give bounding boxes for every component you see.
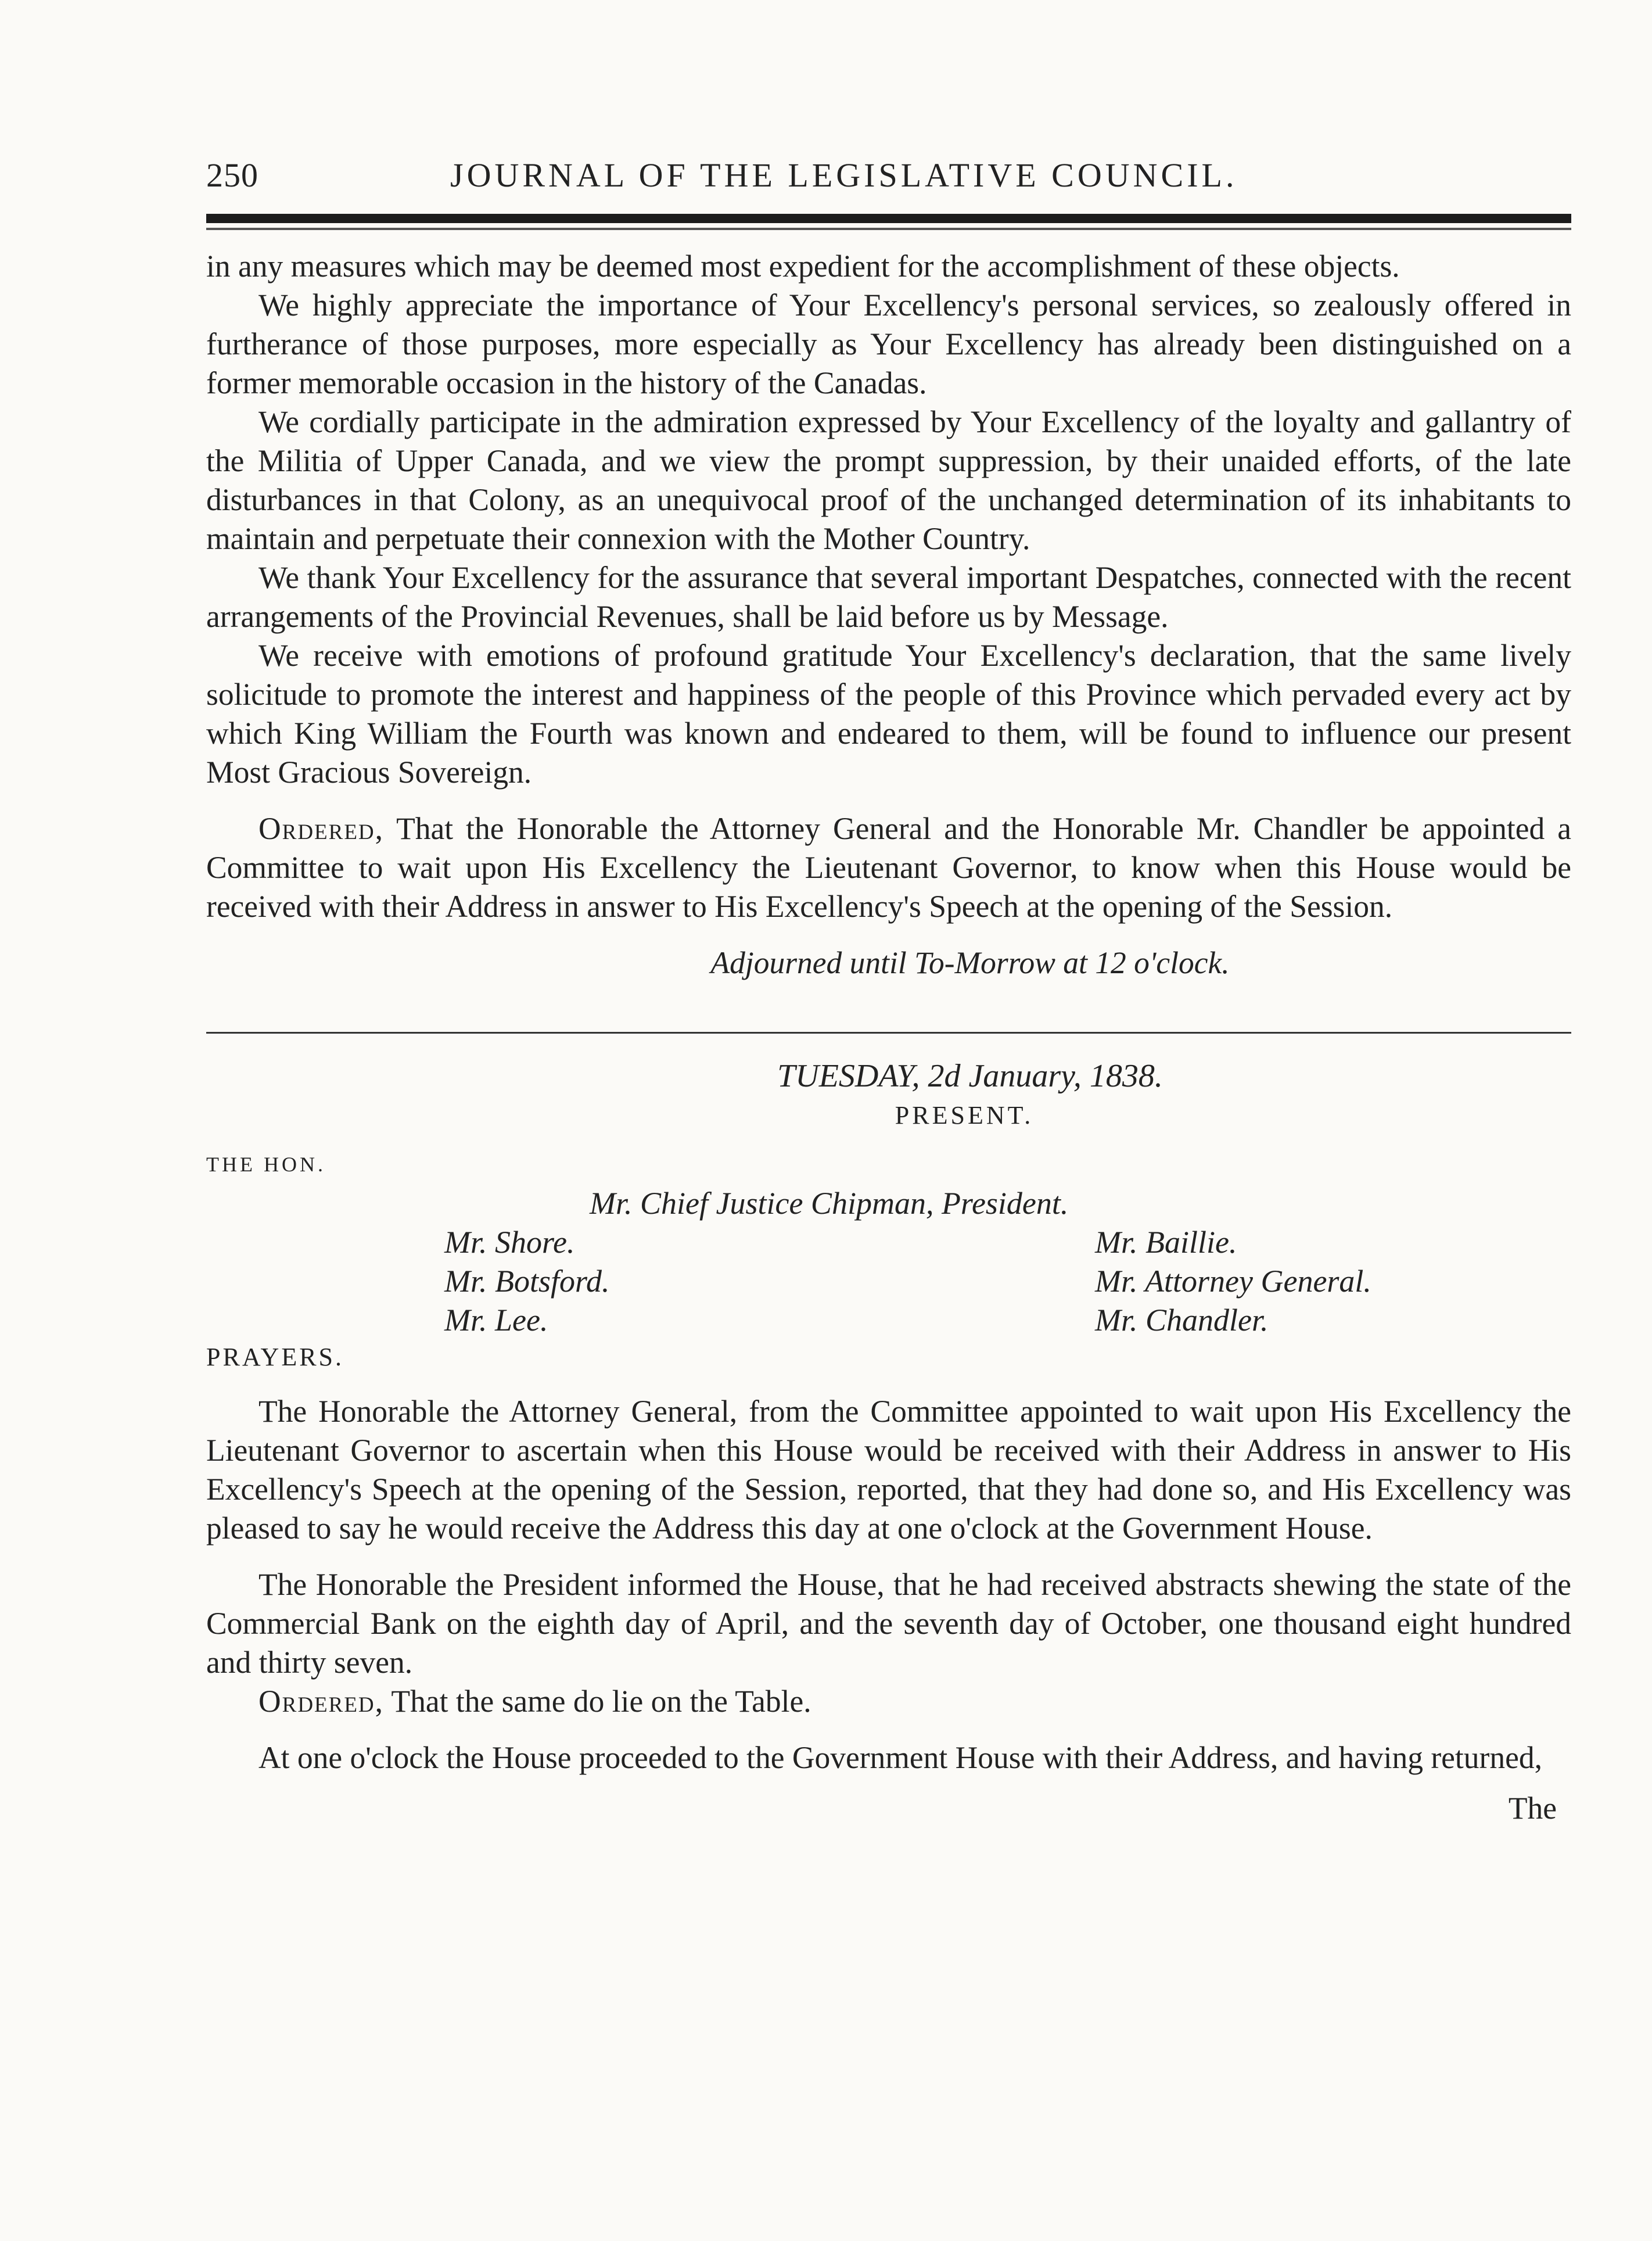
member-name: Mr. Attorney General. [1095, 1264, 1371, 1299]
header-rule-thin [206, 228, 1571, 230]
proceedings-paragraph: The Honorable the President informed the House, that he had received abstracts shewing the state of the Commercial Bank on the eighth day of April, and the seventh day of October, one thousand eight hundred and thirty seven. [206, 1567, 1571, 1680]
member-name: Mr. Botsford. [444, 1264, 610, 1299]
sitting-date: TUESDAY, 2d January, 1838. [777, 1058, 1163, 1094]
member-name: Mr. Baillie. [1095, 1225, 1237, 1260]
catchword: The [1508, 1791, 1557, 1826]
the-hon-label: THE HON. [206, 1153, 326, 1176]
order-text: That the same do lie on the Table. [384, 1684, 811, 1719]
prayers-label: PRAYERS. [206, 1343, 344, 1371]
section-divider [206, 1032, 1571, 1034]
member-name: Mr. Chandler. [1095, 1303, 1269, 1338]
address-paragraph: We highly appreciate the importance of Your Excellency's personal services, so zealously offered in furtherance of those purposes, more especially as Your Excellency has already been distinguished on a former memorable occasion in the history of the Canadas. [206, 288, 1571, 400]
page-number: 250 [206, 156, 258, 194]
adjournment-note: Adjourned until To-Morrow at 12 o'clock. [710, 945, 1230, 980]
order-text: That the Honorable the Attorney General and the Honorable Mr. Chandler be appointed a Committee to wait upon His Excellency the Lieutenant Governor, to know when this House would be received with their Address in answer to His Excellency's Speech at the opening of the Session. [206, 811, 1571, 924]
running-title: JOURNAL OF THE LEGISLATIVE COUNCIL. [450, 156, 1238, 194]
president-name: Mr. Chief Justice Chipman, President. [590, 1186, 1069, 1221]
page-body [206, 247, 1571, 1828]
order-paragraph [206, 809, 1571, 926]
address-paragraph: in any measures which may be deemed most expedient for the accomplishment of these objects. [206, 249, 1400, 284]
proceedings-paragraph: The Honorable the Attorney General, from the Committee appointed to wait upon His Excellency the Lieutenant Governor to ascertain when this House would be received with their Address in answer to His Excellency's Speech at the opening of the Session, reported, that they had done so, and His Excellency was pleased to say he would receive the Address this day at one o'clock at the Government House. [206, 1394, 1571, 1546]
present-heading: PRESENT. [895, 1101, 1034, 1130]
header-rule [206, 214, 1571, 223]
address-paragraph: We receive with emotions of profound gratitude Your Excellency's declaration, that the same lively solicitude to promote the interest and happiness of the people of this Province which pervaded every act by which King William the Fourth was known and endeared to them, will be found to influence our present Most Gracious Sovereign. [206, 638, 1571, 790]
address-paragraph: We cordially participate in the admiration expressed by Your Excellency of the loyalty and gallantry of the Militia of Upper Canada, and we view the prompt suppression, by their unaided efforts, of the late disturbances in that Colony, as an unequivocal proof of the unchanged determination of its inhabitants to maintain and perpetuate their connexion with the Mother Country. [206, 404, 1571, 556]
address-paragraph: We thank Your Excellency for the assurance that several important Despatches, connected with the recent arrangements of the Provincial Revenues, shall be laid before us by Message. [206, 560, 1571, 634]
member-name: Mr. Lee. [444, 1303, 548, 1338]
ordered-lead: Ordered, [258, 811, 385, 846]
order-paragraph [206, 1682, 1571, 1721]
ordered-lead: Ordered, [258, 1684, 385, 1719]
members-present [444, 1223, 1571, 1340]
page-header [206, 156, 1571, 202]
proceedings-paragraph: At one o'clock the House proceeded to the Government House with their Address, and having returned, [258, 1740, 1542, 1775]
member-name: Mr. Shore. [444, 1225, 575, 1260]
